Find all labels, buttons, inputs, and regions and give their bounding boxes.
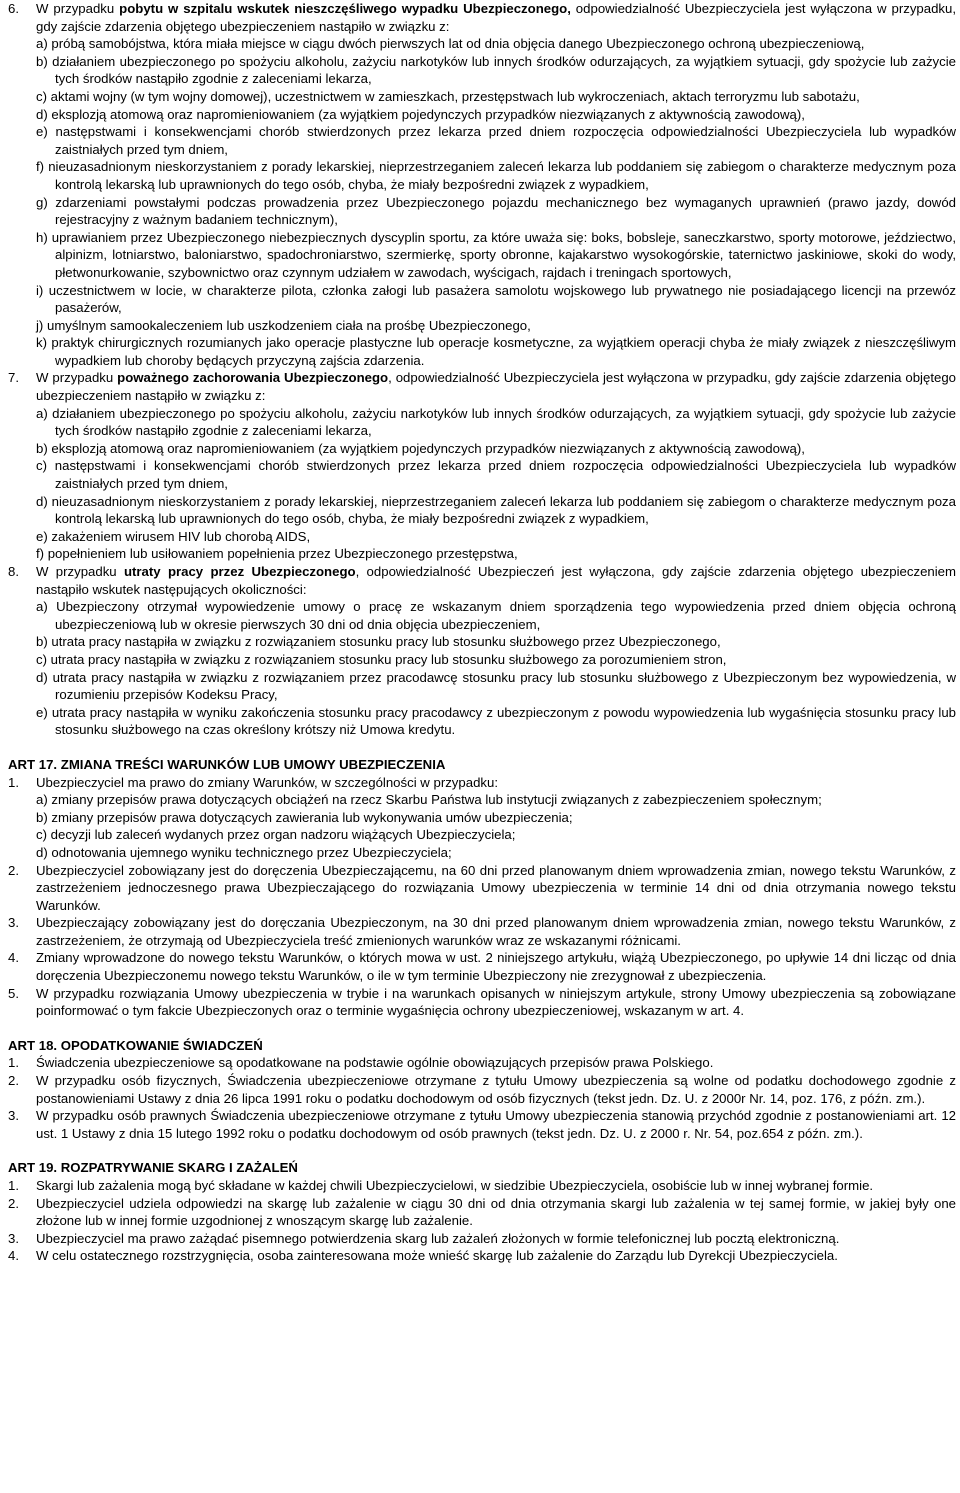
spacer	[8, 1142, 956, 1159]
article-19-point	[8, 1230, 956, 1248]
list-item: b) zmiany przepisów prawa dotyczących zawierania lub wykonywania umów ubezpieczenia;	[36, 809, 573, 825]
point-text: W przypadku rozwiązania Umowy ubezpieczenia w trybie i na warunkach opisanych w niniejszym artykule, strony Umowy ubezpieczenia są zobowiązane poinformować o tym fakcie Ubezpieczonych oraz o terminie wygaśnięcia ochrony ubezpieczeniowej, wskazanym w art. 4.	[36, 985, 956, 1019]
point-number: 3.	[8, 1230, 19, 1246]
point-text: W celu ostatecznego rozstrzygnięcia, osoba zainteresowana może wnieść skargę lub zażalenie do Zarządu lub Dyrekcji Ubezpieczyciela.	[36, 1248, 838, 1264]
list-item: b) eksplozją atomową oraz napromieniowaniem (za wyjątkiem pojedynczych przypadków niezwiązanych z aktywnością zawodową),	[36, 440, 805, 456]
point-text: W przypadku osób prawnych Świadczenia ubezpieczeniowe otrzymane z tytułu Umowy ubezpieczenia stanowią przychód zgodnie z postanowieniami art. 12 ust. 1 Ustawy z dnia 15 lutego 1992 roku o podatku dochodowym od osób prawnych (tekst jedn. Dz. U. z 2000 r. Nr. 54, poz.654 z późn. zm.).	[36, 1108, 956, 1141]
paragraph-intro-bold: pobytu w szpitalu wskutek nieszczęśliwego wypadku Ubezpieczonego,	[119, 1, 571, 16]
list-item: a) Ubezpieczony otrzymał wypowiedzenie umowy o pracę ze wskazanym dniem sporządzenia tego wypowiedzenia przed dniem objęcia ochroną ubezpieczeniową lub w okresie pierwszych 30 dni od dnia objęcia ubezpieczeniem,	[36, 599, 956, 632]
list-item: j) umyślnym samookaleczeniem lub uszkodzeniem ciała na prośbę Ubezpieczonego,	[36, 317, 531, 333]
point-text: Ubezpieczający zobowiązany jest do doręczania Ubezpieczonym, na 30 dni przed planowanym dniem wprowadzenia zmian, nowego tekstu Warunków, z zastrzeżeniem, że otrzymają od Ubezpieczyciela treść zmienionych warunków wraz ze wskazanymi różnicami.	[36, 915, 956, 948]
article-17-heading: ART 17. ZMIANA TREŚCI WARUNKÓW LUB UMOWY UBEZPIECZENIA	[8, 756, 446, 772]
article-19-point	[8, 1195, 956, 1230]
article-19-heading: ART 19. ROZPATRYWANIE SKARG I ZAŻALEŃ	[8, 1160, 298, 1176]
list-item: i) uczestnictwem w locie, w charakterze pilota, członka załogi lub pasażera samolotu wojskowego lub prywatnego nie posiadającego licencji na przewóz pasażerów,	[36, 282, 956, 316]
paragraph-number: 7.	[8, 370, 19, 386]
article-19-point	[8, 1177, 956, 1195]
paragraph-intro: W przypadku	[36, 1, 120, 16]
spacer	[8, 1020, 956, 1037]
list-item: e) utrata pracy nastąpiła w wyniku zakończenia stosunku pracy pracodawcy z ubezpieczonym z powodu wypowiedzenia lub wygaśnięcia stosunku pracy lub stosunku służbowego na czas określony krótszy niż Umowa kredytu.	[36, 704, 956, 738]
paragraph-intro: W przypadku	[36, 564, 124, 579]
list-item: b) utrata pracy nastąpiła w związku z rozwiązaniem stosunku pracy lub stosunku służbowego przez Ubezpieczonego,	[36, 634, 721, 650]
point-text: Ubezpieczyciel zobowiązany jest do doręczenia Ubezpieczającemu, na 60 dni przed planowanym dniem wprowadzenia zmian, nowego tekstu Warunków, z zastrzeżeniem jednoczesnego prawa Ubezpieczającego do rozwiązania Umowy ubezpieczenia w terminie 14 dni od dnia otrzymania nowego tekstu Warunków.	[36, 862, 956, 913]
point-number: 2.	[8, 1073, 19, 1089]
point-text: Ubezpieczyciel udziela odpowiedzi na skargę lub zażalenie w ciągu 30 dni od dnia otrzymania skargi lub zażalenia w tej samej formie, w jakiej były one złożone lub w innej formie uzgodnionej z wnoszącym skargę lub zażalenie.	[36, 1195, 956, 1229]
paragraph-8-list	[36, 598, 956, 739]
list-item: d) odnotowania ujemnego wyniku technicznego przez Ubezpieczyciela;	[36, 844, 452, 860]
paragraph-6	[8, 0, 956, 35]
point-number: 1.	[8, 1055, 19, 1071]
list-item: f) popełnieniem lub usiłowaniem popełnienia przez Ubezpieczonego przestępstwa,	[36, 546, 518, 562]
list-item: c) następstwami i konsekwencjami chorób stwierdzonych przez lekarza przed dniem rozpoczęcia odpowiedzialności Ubezpieczyciela lub wypadków zaistniałych przed tym dniem,	[36, 458, 956, 492]
list-item: d) utrata pracy nastąpiła w związku z rozwiązaniem przez pracodawcę stosunku pracy lub stosunku służbowego z Ubezpieczonym bez wypowiedzenia, w rozumieniu przepisów Kodeksu Pracy,	[36, 669, 956, 703]
article-17-point-1	[8, 774, 956, 792]
point-number: 4.	[8, 950, 19, 966]
point-text: Ubezpieczyciel ma prawo zażądać pisemnego potwierdzenia skarg lub zażaleń złożonych w formie telefonicznej lub pocztą elektroniczną.	[36, 1230, 840, 1246]
article-17-point	[8, 949, 956, 984]
list-item: a) zmiany przepisów prawa dotyczących obciążeń na rzecz Skarbu Państwa lub instytucji związanych z zabezpieczeniem społecznym;	[36, 792, 822, 808]
article-19-point	[8, 1247, 956, 1265]
paragraph-6-list	[36, 35, 956, 369]
point-number: 4.	[8, 1248, 19, 1264]
article-17-point	[8, 862, 956, 915]
list-item: e) następstwami i konsekwencjami chorób stwierdzonych przez lekarza przed dniem rozpoczęcia odpowiedzialności Ubezpieczyciela lub wypadków zaistniałych przed tym dniem,	[36, 124, 956, 157]
list-item: a) próbą samobójstwa, która miała miejsce w ciągu dwóch pierwszych lat od dnia objęcia danego Ubezpieczonego ochroną ubezpieczeniową,	[36, 36, 865, 52]
point-number: 1.	[8, 1178, 19, 1193]
point-text: Świadczenia ubezpieczeniowe są opodatkowane na podstawie ogólnie obowiązujących przepisów prawa Polskiego.	[36, 1055, 714, 1071]
paragraph-intro-rest: , odpowiedzialność Ubezpieczyciela jest wyłączona w przypadku, gdy zajście zdarzenia objętego ubezpieczeniem nastąpiło w związku z:	[36, 370, 956, 404]
article-18-point	[8, 1072, 956, 1107]
point-number: 3.	[8, 915, 19, 931]
article-18-heading: ART 18. OPODATKOWANIE ŚWIADCZEŃ	[8, 1037, 263, 1053]
paragraph-7-list	[36, 405, 956, 563]
list-item: d) eksplozją atomową oraz napromieniowaniem (za wyjątkiem pojedynczych przypadków niezwiązanych z aktywnością zawodową),	[36, 106, 805, 122]
paragraph-intro-bold: poważnego zachorowania Ubezpieczonego	[117, 370, 389, 386]
point-text: Ubezpieczyciel ma prawo do zmiany Warunków, w szczególności w przypadku:	[36, 774, 498, 790]
list-item: e) zakażeniem wirusem HIV lub chorobą AIDS,	[36, 528, 311, 544]
document-body	[8, 0, 956, 1265]
article-17-point-1-list	[36, 791, 956, 861]
paragraph-number: 6.	[8, 1, 19, 16]
paragraph-intro: W przypadku	[36, 370, 118, 386]
article-17-point	[8, 985, 956, 1020]
paragraph-intro-rest: odpowiedzialność Ubezpieczyciela jest wyłączona w przypadku, gdy zajście zdarzenia objętego ubezpieczeniem nastąpiło w związku z:	[36, 1, 957, 34]
list-item: c) utrata pracy nastąpiła w związku z rozwiązaniem stosunku pracy lub stosunku służbowego za porozumieniem stron,	[36, 651, 727, 667]
point-text: W przypadku osób fizycznych, Świadczenia ubezpieczeniowe otrzymane z tytułu Umowy ubezpieczenia są wolne od podatku dochodowego zgodnie z postanowieniami Ustawy z dnia 26 lipca 1991 roku o podatku dochodowym od osób fizycznych (tekst jedn. Dz. U. z 2000r Nr. 14, poz. 176, z późn. zm.).	[36, 1073, 956, 1106]
point-text: Zmiany wprowadzone do nowego tekstu Warunków, o których mowa w ust. 2 niniejszego artykułu, wiążą Ubezpieczonego, po upływie 14 dni licząc od dnia doręczenia Ubezpieczonemu nowego tekstu Warunków, o ile w tym terminie Ubezpieczony nie zrezygnował z ubezpieczenia.	[36, 950, 956, 984]
list-item: h) uprawianiem przez Ubezpieczonego niebezpiecznych dyscyplin sportu, za które uważa się: boks, bobsleje, saneczkarstwo, sporty motorowe, jeździectwo, alpinizm, lotniarstwo, baloniarstwo, spadochroniarstwo, szermierkę, sporty obronne, kajakarstwo wysokogórskie, taternictwo jaskiniowe, skoki do wody, płetwonurkowanie, szybownictwo oraz czynnym udziałem w zawodach, wyścigach, rajdach i treningach sportowych,	[36, 229, 956, 280]
list-item: c) decyzji lub zaleceń wydanych przez organ nadzoru wiążących Ubezpieczyciela;	[36, 827, 516, 843]
article-17-point	[8, 914, 956, 949]
paragraph-8	[8, 563, 956, 598]
article-18-point	[8, 1054, 956, 1072]
point-number: 2.	[8, 862, 19, 878]
paragraph-intro-bold: utraty pracy przez Ubezpieczonego	[123, 564, 356, 579]
list-item: f) nieuzasadnionym nieskorzystaniem z porady lekarskiej, nieprzestrzeganiem zaleceń lekarza lub poddaniem się zabiegom o charakterze medycznym poza kontrolą lekarską lub uprawnionych do tego osób, chyba, że miały bezpośredni związek z wypadkiem,	[36, 159, 956, 192]
paragraph-intro-rest: , odpowiedzialność Ubezpieczeń jest wyłączona, gdy zajście zdarzenia objętego ubezpieczeniem nastąpiło wskutek następujących okoliczności:	[36, 564, 956, 597]
article-18-point	[8, 1107, 956, 1142]
list-item: b) działaniem ubezpieczonego po spożyciu alkoholu, zażyciu narkotyków lub innych środków odurzających, za wyjątkiem sytuacji, gdy spożycie lub zażycie tych środków nastąpiło zgodnie z zaleceniami lekarza,	[36, 53, 956, 87]
point-number: 5.	[8, 985, 19, 1001]
list-item: c) aktami wojny (w tym wojny domowej), uczestnictwem w zamieszkach, przestępstwach lub wykroczeniach, aktach terroryzmu lub sabotażu,	[36, 88, 860, 104]
list-item: a) działaniem ubezpieczonego po spożyciu alkoholu, zażyciu narkotyków lub innych środków odurzających, za wyjątkiem sytuacji, gdy spożycie lub zażycie tych środków nastąpiło zgodnie z zaleceniami lekarza,	[36, 405, 956, 439]
point-number: 2.	[8, 1195, 19, 1211]
spacer	[8, 739, 956, 756]
list-item: d) nieuzasadnionym nieskorzystaniem z porady lekarskiej, nieprzestrzeganiem zaleceń lekarza lub poddaniem się zabiegom o charakterze medycznym poza kontrolą lekarską lub uprawnionych do tego osób, chyba, że miały bezpośredni związek z wypadkiem,	[36, 493, 956, 527]
point-number: 1.	[8, 774, 19, 790]
list-item: k) praktyk chirurgicznych rozumianych jako operacje plastyczne lub operacje kosmetyczne, za wyjątkiem operacji chyba że miały związek z nieszczęśliwym wypadkiem lub choroby będących przyczyną zajścia zdarzenia.	[36, 335, 956, 368]
point-number: 3.	[8, 1108, 19, 1124]
paragraph-7	[8, 369, 956, 404]
paragraph-number: 8.	[8, 564, 19, 579]
point-text: Skargi lub zażalenia mogą być składane w każdej chwili Ubezpieczycielowi, w siedzibie Ubezpieczyciela, osobiście lub w innej wybranej formie.	[36, 1178, 874, 1193]
list-item: g) zdarzeniami powstałymi podczas prowadzenia przez Ubezpieczonego pojazdu mechanicznego bez wymaganych uprawnień (prawo jazdy, dowód rejestracyjny z ważnym badaniem technicznym),	[36, 194, 956, 228]
